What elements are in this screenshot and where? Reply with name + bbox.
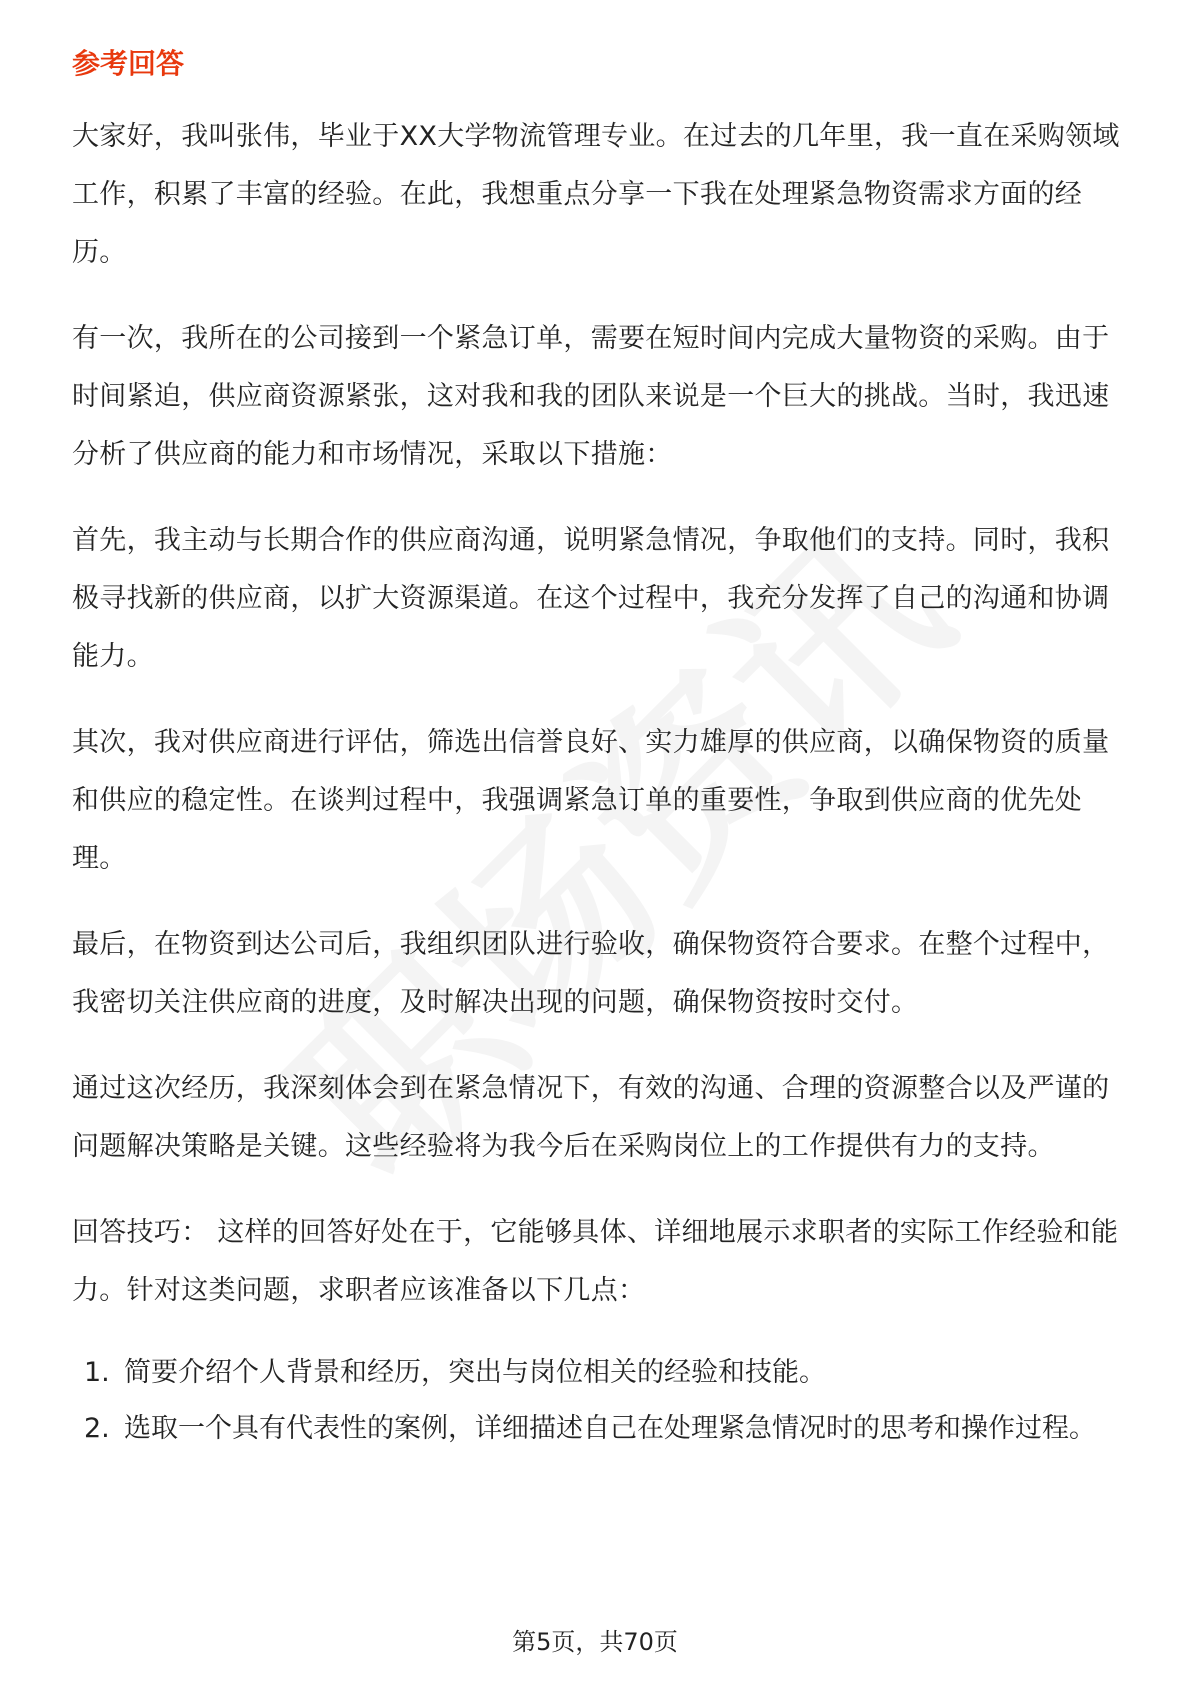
list-item-text: 简要介绍个人背景和经历，突出与岗位相关的经验和技能。 (124, 1357, 826, 1388)
list-item-text: 选取一个具有代表性的案例，详细描述自己在处理紧急情况时的思考和操作过程。 (124, 1413, 1096, 1444)
list-item-number: 1. (84, 1357, 110, 1388)
tips-list (72, 1348, 1122, 1454)
paragraph-tips: 回答技巧： 这样的回答好处在于，它能够具体、详细地展示求职者的实际工作经验和能力。针对这类问题，求职者应该准备以下几点： (72, 1217, 1119, 1306)
list-item (72, 1404, 1122, 1454)
list-item (72, 1348, 1122, 1398)
section-heading: 参考回答 (72, 47, 185, 80)
paragraph-first: 首先，我主动与长期合作的供应商沟通，说明紧急情况，争取他们的支持。同时，我积极寻找新的供应商，以扩大资源渠道。在这个过程中，我充分发挥了自己的沟通和协调能力。 (72, 525, 1110, 672)
document-content (72, 44, 1122, 1460)
paragraph-intro: 大家好，我叫张伟，毕业于XX大学物流管理专业。在过去的几年里，我一直在采购领域工作，积累了丰富的经验。在此，我想重点分享一下我在处理紧急物资需求方面的经历。 (72, 121, 1120, 268)
paragraph-situation: 有一次，我所在的公司接到一个紧急订单，需要在短时间内完成大量物资的采购。由于时间紧迫，供应商资源紧张，这对我和我的团队来说是一个巨大的挑战。当时，我迅速分析了供应商的能力和市场情况，采取以下措施： (72, 323, 1110, 470)
paragraph-second: 其次，我对供应商进行评估，筛选出信誉良好、实力雄厚的供应商，以确保物资的质量和供应的稳定性。在谈判过程中，我强调紧急订单的重要性，争取到供应商的优先处理。 (72, 727, 1110, 874)
list-item-number: 2. (84, 1413, 110, 1444)
paragraph-conclusion: 通过这次经历，我深刻体会到在紧急情况下，有效的沟通、合理的资源整合以及严谨的问题解决策略是关键。这些经验将为我今后在采购岗位上的工作提供有力的支持。 (72, 1073, 1110, 1162)
paragraph-finally: 最后，在物资到达公司后，我组织团队进行验收，确保物资符合要求。在整个过程中，我密切关注供应商的进度，及时解决出现的问题，确保物资按时交付。 (72, 929, 1110, 1018)
page-footer: 第5页，共70页 (512, 1628, 678, 1656)
